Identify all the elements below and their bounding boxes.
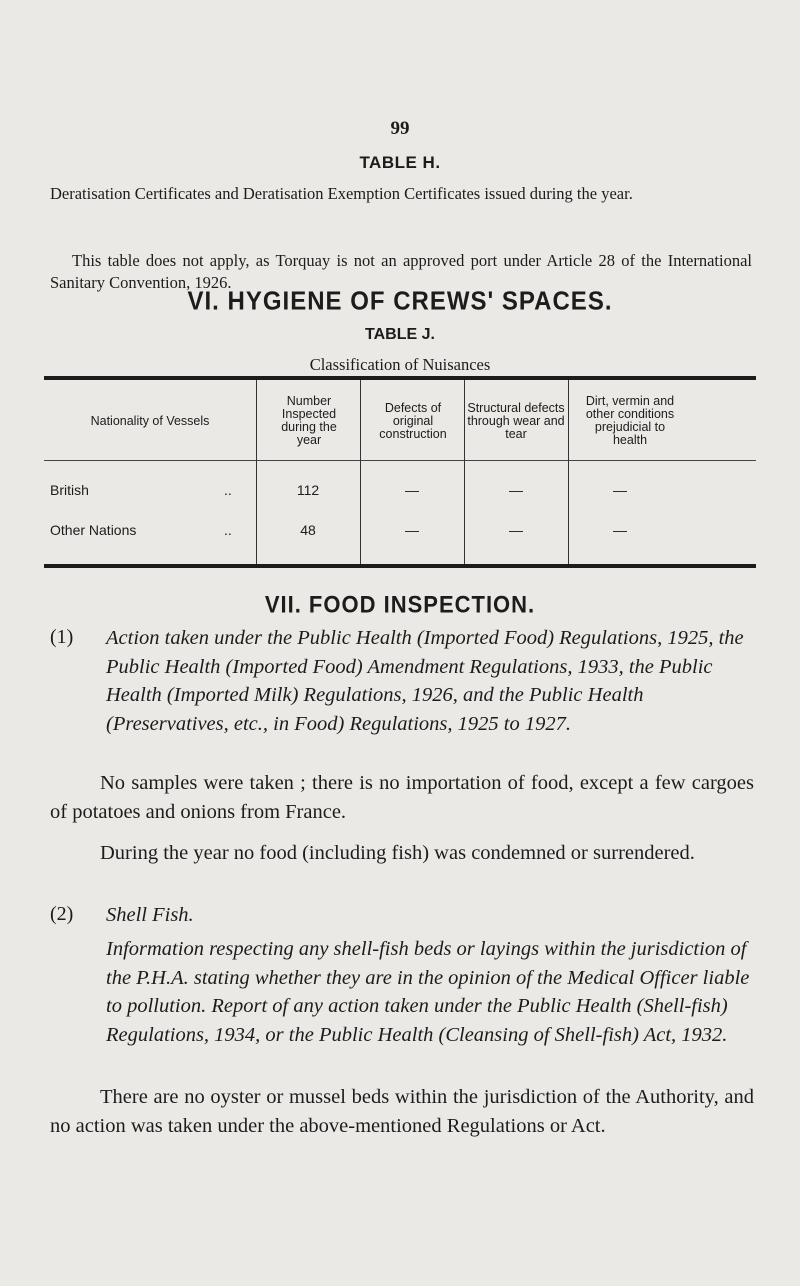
row-leader-dots: .. <box>224 522 232 538</box>
item-1-number: (1) <box>50 626 74 648</box>
column-header: Number Inspected during the year <box>281 394 337 447</box>
item-2-heading: Shell Fish. <box>106 904 194 926</box>
table-header-rule <box>44 460 756 461</box>
row-defects: — <box>405 522 419 538</box>
table-j-subtitle: Classification of Nuisances <box>309 355 491 374</box>
section-6-heading: VI. HYGIENE OF CREWS' SPACES. <box>187 286 613 317</box>
column-header: Dirt, vermin and other conditions prejudicial to health <box>585 394 675 447</box>
table-h-note: This table does not apply, as Torquay is not an approved port under Article 28 of the International Sanitary Convention, 1926. <box>50 251 752 292</box>
row-inspected: 48 <box>300 522 316 538</box>
table-top-rule <box>44 376 756 380</box>
table-h-title: TABLE H. <box>359 153 441 172</box>
table-h-description: Deratisation Certificates and Deratisation Exemption Certificates issued during the year. <box>50 184 633 203</box>
food-paragraph-2: During the year no food (including fish) was condemned or surrendered. <box>100 842 695 864</box>
row-structural: — <box>509 522 523 538</box>
table-j-title: TABLE J. <box>365 326 435 343</box>
row-inspected: 112 <box>296 482 320 498</box>
row-structural: — <box>509 482 523 498</box>
food-paragraph-1: No samples were taken ; there is no importation of food, except a few cargoes of potatoes and onions from France. <box>50 772 754 823</box>
row-nationality: British <box>50 482 89 498</box>
item-2-text: Information respecting any shell-fish beds or layings within the jurisdiction of the P.H.A. stating whether they are in the opinion of the Medical Officer liable to pollution. Report of any action taken under the Public Health (Shell-fish) Regulations, 1934, or the Public Health (Cleansing of Shell-fish) Act, 1932. <box>106 938 750 1046</box>
shellfish-paragraph: There are no oyster or mussel beds within the jurisdiction of the Authority, and no action was taken under the above-mentioned Regulations or Act. <box>50 1086 754 1137</box>
column-header: Defects of original construction <box>379 400 447 441</box>
column-header: Structural defects through wear and tear <box>467 400 565 441</box>
row-dirt: — <box>613 482 627 498</box>
section-7-heading: VII. FOOD INSPECTION. <box>264 590 536 618</box>
column-header: Nationality of Vessels <box>90 413 210 428</box>
row-defects: — <box>405 482 419 498</box>
row-dirt: — <box>613 522 627 538</box>
item-2-number: (2) <box>50 903 74 925</box>
page-number: 99 <box>390 118 410 139</box>
nuisances-table <box>44 376 756 568</box>
item-1-text: Action taken under the Public Health (Imported Food) Regulations, 1925, the Public Health (Imported Food) Amendment Regulations, 1933, the Public Health (Imported Milk) Regulations, 1926, and the Public Health (Preservatives, etc., in Food) Regulations, 1925 to 1927. <box>106 627 744 735</box>
row-nationality: Other Nations <box>50 522 137 538</box>
row-leader-dots: .. <box>224 482 232 498</box>
table-bottom-rule <box>44 564 756 568</box>
